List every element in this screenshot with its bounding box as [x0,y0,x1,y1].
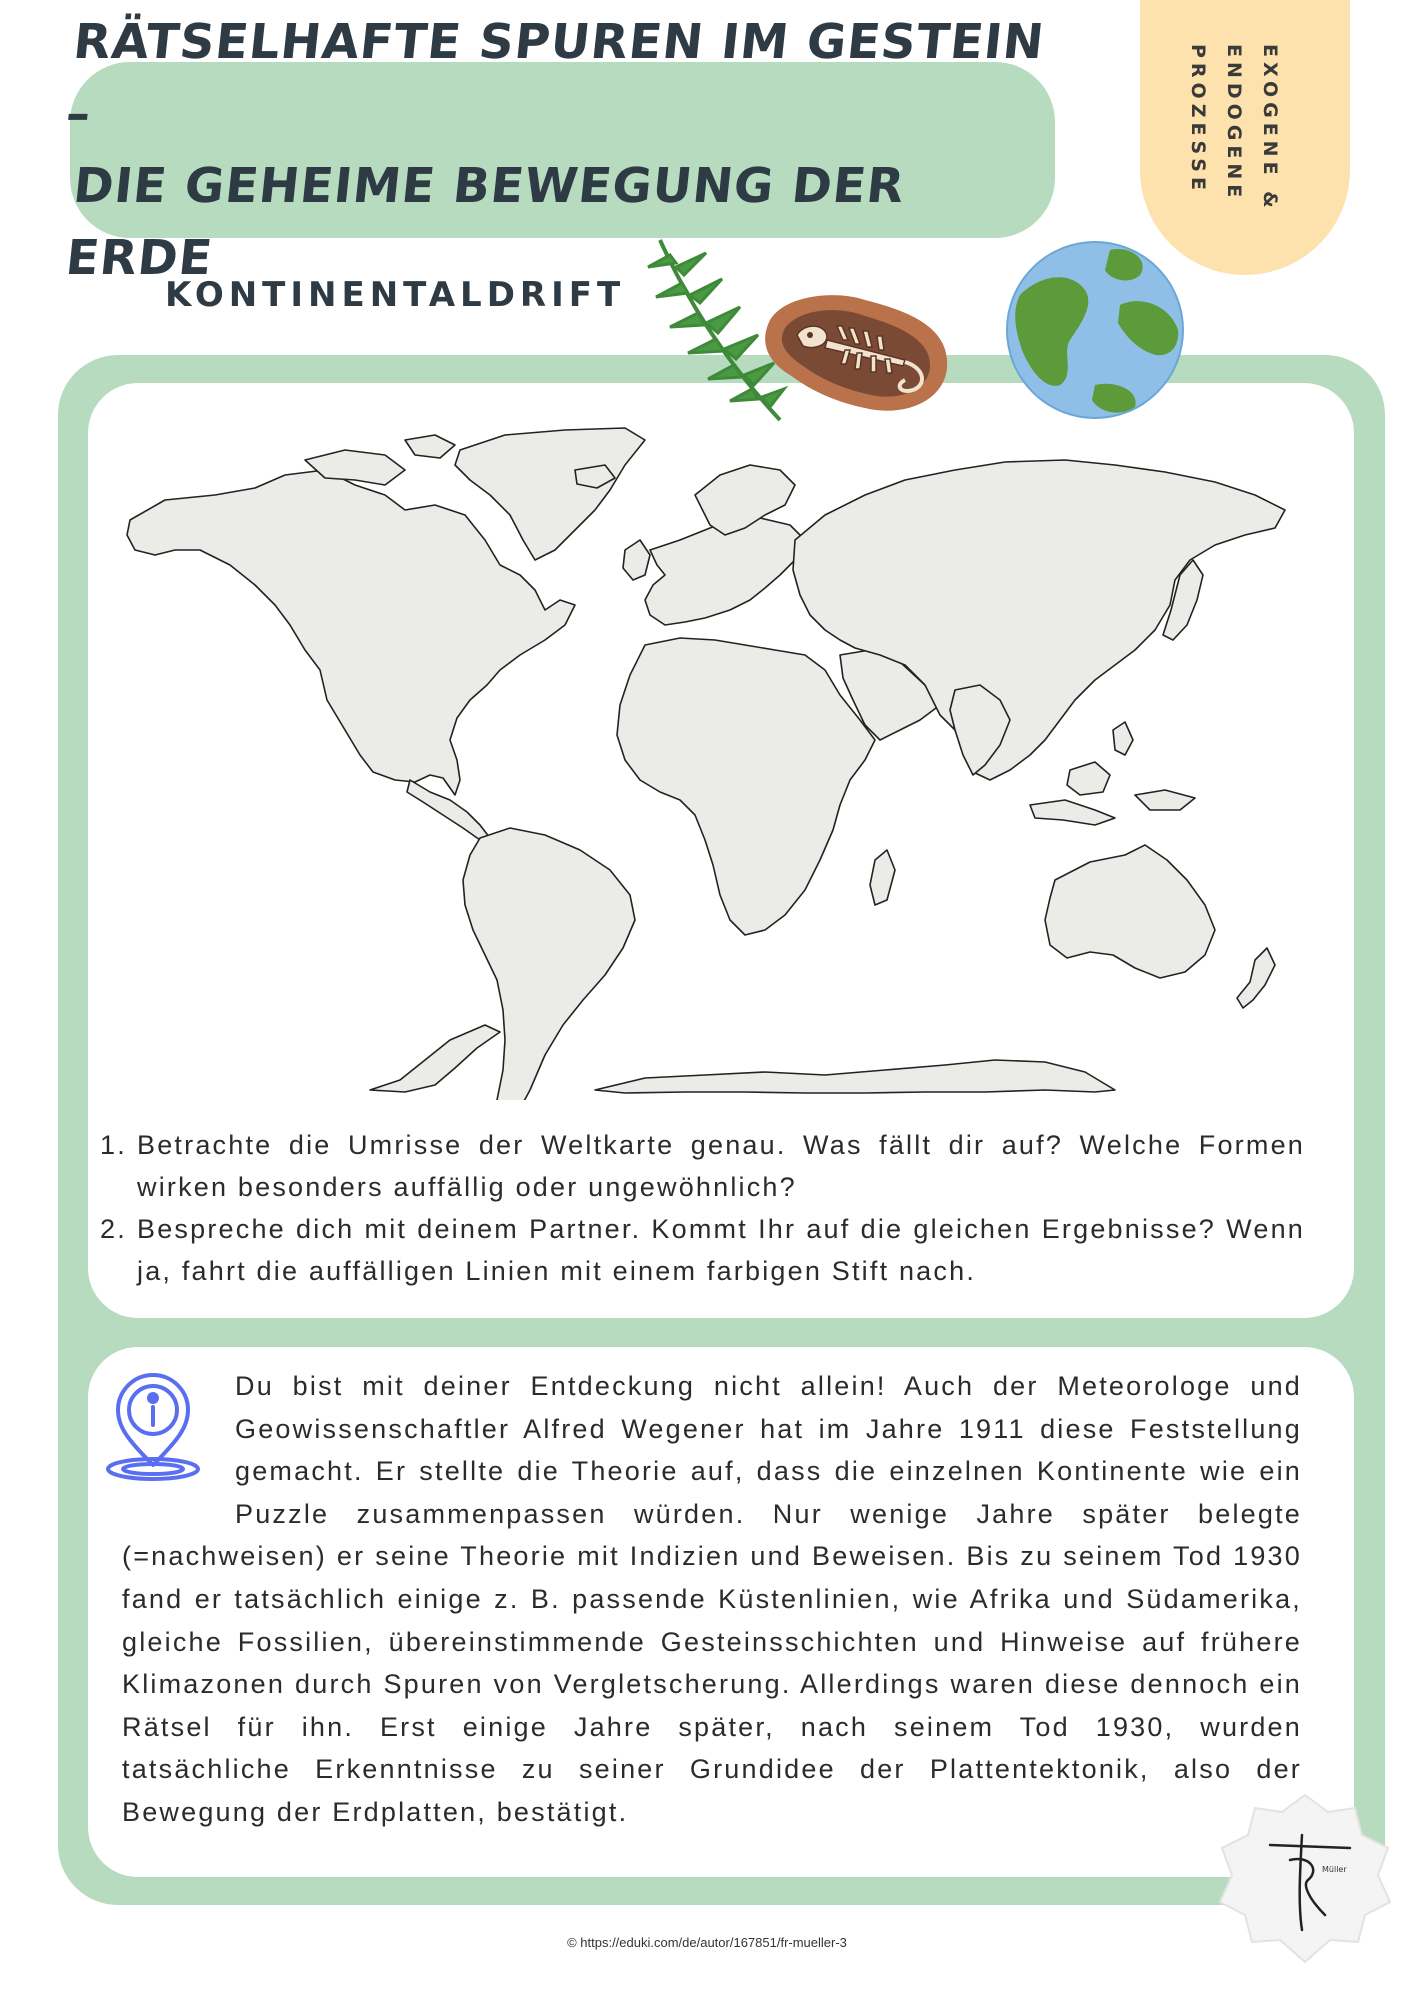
australia [1045,845,1215,978]
topic-line-2: ENDOGENE [1223,44,1245,203]
central-america [407,780,490,840]
uk [623,540,650,580]
indonesia [1030,800,1115,825]
task-item [100,1124,1305,1208]
title-line-2: DIE GEHEIME BEWEGUNG DER ERDE [63,158,908,286]
title-banner [63,14,1055,286]
task-number: 2. [100,1214,127,1244]
africa [617,638,875,935]
topic-tab-label [1148,44,1288,244]
footer-url: © https://eduki.com/de/autor/167851/fr-mueller-3 [567,1935,847,1950]
icon-spacer [122,1365,235,1495]
task-text: Betrachte die Umrisse der Weltkarte genau. Was fällt dir auf? Welche Formen wirken besonders auffällig oder ungewöhnlich? [137,1130,1305,1202]
task-text: Bespreche dich mit deinem Partner. Kommt Ihr auf die gleichen Ergebnisse? Wenn ja, fahrt die auffälligen Linien mit einem farbigen Stift nach. [137,1214,1305,1286]
antarctica [595,1060,1115,1093]
north-america [127,470,575,795]
south-america [463,828,635,1100]
title-line-1: RÄTSELHAFTE SPUREN IM GESTEIN – [63,14,1048,142]
info-text: Du bist mit deiner Entdeckung nicht allein! Auch der Meteorologe und Geowissenschaftler Alfred Wegener hat im Jahre 1911 diese Feststellung gemacht. Er stellte die Theorie auf, dass die einzelnen Kontinente wie ein Puzzle zusammenpassen würden. Nur wenige Jahre später belegte (=nachweisen) er seine Theorie mit Indizien und Beweisen. Bis zu seinem Tod 1930 fand er tatsächlich einige z. B. passende Küstenlinien, wie Afrika und Südamerika, gleiche Fossilien, übereinstimmende Gesteinsschichten und Hinweise auf frühere Klimazonen durch Spuren von Vergletscherung. Allerdings waren diese dennoch ein Rätsel für ihn. Erst einige Jahre später, nach seinem Tod 1930, wurden tatsächliche Erkenntnisse zu seiner Grundidee der Plattentektonik, also der Bewegung der Erdplatten, bestätigt. [122,1371,1302,1827]
fossil-icon [755,290,955,420]
task-item [100,1208,1305,1292]
info-paragraph [122,1365,1302,1834]
subtitle: KONTINENTALDRIFT [165,275,626,315]
logo-text: Müller [1322,1865,1347,1874]
topic-line-3: PROZESSE [1187,44,1209,195]
task-number: 1. [100,1130,127,1160]
new-zealand [1237,948,1275,1008]
world-map [105,400,1325,1100]
topic-line-1: EXOGENE & [1259,44,1281,213]
globe-icon [1000,235,1190,425]
madagascar [870,850,895,905]
task-list [100,1124,1305,1292]
